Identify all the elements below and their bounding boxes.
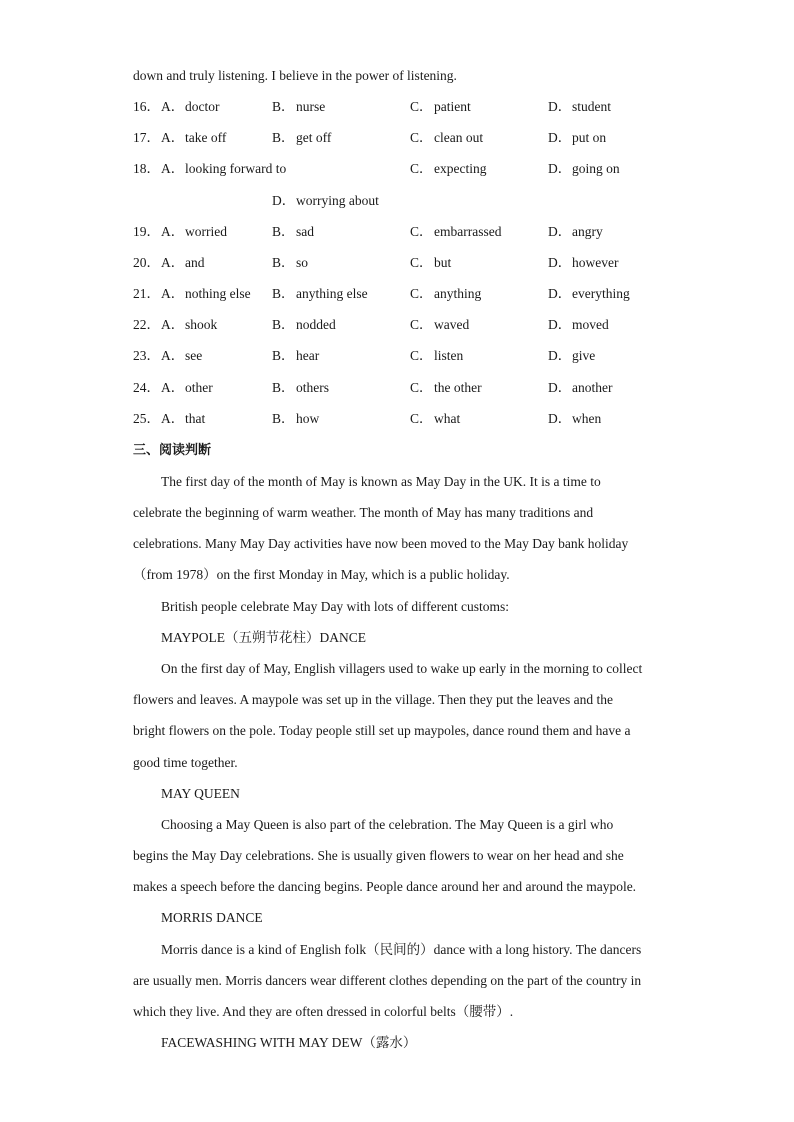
option-text: nothing else: [185, 286, 251, 301]
option-text: get off: [296, 130, 332, 145]
question-number: 20．: [133, 255, 160, 270]
question-number: 16．: [133, 99, 160, 114]
option-letter: B．: [272, 255, 295, 270]
option-b: [272, 223, 314, 241]
option-text: another: [572, 380, 613, 395]
question-row: [133, 98, 693, 116]
passage-p3-line-2: flowers and leaves. A maypole was set up in the village. Then they put the leaves and the: [133, 692, 613, 707]
option-d: [272, 192, 379, 210]
option-a: [161, 160, 286, 178]
passage-p3-line-4: good time together.: [133, 755, 238, 770]
question-number: 18．: [133, 161, 160, 176]
passage-p2: British people celebrate May Day with lots of different customs:: [161, 599, 510, 614]
question-row: [133, 223, 693, 241]
option-c: [410, 160, 486, 178]
passage-p4-line-2: begins the May Day celebrations. She is usually given flowers to wear on her head and she: [133, 848, 624, 863]
option-letter: A．: [161, 286, 185, 301]
option-text: others: [296, 380, 329, 395]
option-text: see: [185, 348, 203, 363]
option-letter: D．: [548, 317, 572, 332]
option-text: student: [572, 99, 611, 114]
option-letter: B．: [272, 411, 295, 426]
option-letter: A．: [161, 161, 185, 176]
option-text: looking forward to: [185, 161, 287, 176]
intro-line: down and truly listening. I believe in the power of listening.: [133, 68, 457, 83]
question-number: 22．: [133, 317, 160, 332]
option-letter: A．: [161, 130, 185, 145]
option-text: listen: [434, 348, 464, 363]
option-letter: C．: [410, 224, 433, 239]
option-text: shook: [185, 317, 218, 332]
passage-p3-line-3: bright flowers on the pole. Today people still set up maypoles, dance round them and have a: [133, 723, 631, 738]
option-letter: C．: [410, 255, 433, 270]
option-d: [548, 98, 611, 116]
passage-p1-line-3: celebrations. Many May Day activities have now been moved to the May Day bank holiday: [133, 536, 629, 551]
option-text: however: [572, 255, 619, 270]
option-text: but: [434, 255, 452, 270]
option-text: take off: [185, 130, 227, 145]
option-text: anything: [434, 286, 482, 301]
option-c: [410, 410, 460, 428]
question-number: 19．: [133, 224, 160, 239]
option-letter: D．: [548, 99, 572, 114]
passage-heading-maypole: MAYPOLE（五朔节花柱）DANCE: [161, 630, 367, 645]
option-a: [161, 98, 220, 116]
passage-p5-line-2: are usually men. Morris dancers wear different clothes depending on the part of the country in: [133, 973, 642, 988]
option-letter: A．: [161, 224, 185, 239]
option-letter: D．: [548, 130, 572, 145]
option-text: expecting: [434, 161, 487, 176]
passage-p1-line-1: The first day of the month of May is known as May Day in the UK. It is a time to: [161, 474, 601, 489]
passage-p4-line-1: Choosing a May Queen is also part of the celebration. The May Queen is a girl who: [161, 817, 614, 832]
option-b: [272, 379, 329, 397]
option-c: [410, 347, 463, 365]
option-c: [410, 285, 481, 303]
option-a: [161, 285, 251, 303]
option-letter: D．: [548, 255, 572, 270]
option-text: how: [296, 411, 320, 426]
option-letter: A．: [161, 255, 185, 270]
passage-p5-line-1: Morris dance is a kind of English folk（民间的）dance with a long history. The dancers: [161, 942, 642, 957]
option-b: [272, 316, 336, 334]
option-letter: C．: [410, 130, 433, 145]
option-text: angry: [572, 224, 603, 239]
option-d: [548, 379, 612, 397]
option-letter: A．: [161, 317, 185, 332]
option-text: worrying about: [296, 193, 379, 208]
option-c: [410, 254, 451, 272]
option-text: when: [572, 411, 602, 426]
option-letter: B．: [272, 380, 295, 395]
option-a: [161, 347, 202, 365]
option-letter: B．: [272, 348, 295, 363]
option-letter: D．: [548, 161, 572, 176]
option-text: anything else: [296, 286, 368, 301]
option-d: [548, 347, 595, 365]
option-c: [410, 98, 471, 116]
question-row: [133, 410, 693, 428]
option-text: other: [185, 380, 213, 395]
option-text: waved: [434, 317, 470, 332]
option-d: [548, 316, 609, 334]
option-text: nodded: [296, 317, 336, 332]
option-text: nurse: [296, 99, 326, 114]
option-letter: B．: [272, 130, 295, 145]
option-a: [161, 223, 227, 241]
option-a: [161, 379, 213, 397]
question-row: [133, 254, 693, 272]
option-text: doctor: [185, 99, 220, 114]
option-text: and: [185, 255, 205, 270]
passage-heading-facewashing: FACEWASHING WITH MAY DEW（露水）: [161, 1035, 417, 1050]
option-text: sad: [296, 224, 314, 239]
option-c: [410, 379, 482, 397]
option-c: [410, 129, 483, 147]
option-letter: A．: [161, 99, 185, 114]
option-text: hear: [296, 348, 320, 363]
question-row-continuation: [133, 192, 693, 210]
option-d: [548, 129, 606, 147]
question-number: 23．: [133, 348, 160, 363]
option-letter: D．: [548, 224, 572, 239]
option-text: clean out: [434, 130, 484, 145]
passage-p4-line-3: makes a speech before the dancing begins. People dance around her and around the maypole.: [133, 879, 637, 894]
option-text: that: [185, 411, 206, 426]
option-b: [272, 129, 331, 147]
option-letter: C．: [410, 380, 433, 395]
question-number: 24．: [133, 380, 160, 395]
option-text: everything: [572, 286, 630, 301]
option-d: [548, 410, 601, 428]
option-b: [272, 98, 325, 116]
option-text: what: [434, 411, 461, 426]
option-a: [161, 410, 205, 428]
option-a: [161, 129, 226, 147]
option-d: [548, 254, 618, 272]
option-letter: A．: [161, 411, 185, 426]
passage-p5-line-3: which they live. And they are often dressed in colorful belts（腰带）.: [133, 1004, 514, 1019]
question-row: [133, 347, 693, 365]
option-d: [548, 223, 603, 241]
section-heading: 三、阅读判断: [133, 443, 212, 458]
passage-heading-may-queen: MAY QUEEN: [161, 786, 240, 801]
option-letter: D．: [548, 286, 572, 301]
question-number: 25．: [133, 411, 160, 426]
option-b: [272, 254, 308, 272]
option-letter: B．: [272, 317, 295, 332]
option-letter: C．: [410, 286, 433, 301]
question-row: [133, 160, 693, 178]
option-text: the other: [434, 380, 482, 395]
question-row: [133, 316, 693, 334]
passage-p1-line-2: celebrate the beginning of warm weather. The month of May has many traditions and: [133, 505, 594, 520]
question-number: 17．: [133, 130, 160, 145]
question-row: [133, 285, 693, 303]
option-letter: D．: [548, 380, 572, 395]
question-row: [133, 129, 693, 147]
option-text: put on: [572, 130, 607, 145]
option-text: moved: [572, 317, 609, 332]
option-letter: C．: [410, 317, 433, 332]
option-letter: C．: [410, 161, 433, 176]
option-c: [410, 223, 501, 241]
option-letter: C．: [410, 411, 433, 426]
passage-p3-line-1: On the first day of May, English villagers used to wake up early in the morning to collect: [161, 661, 643, 676]
option-letter: B．: [272, 286, 295, 301]
option-text: going on: [572, 161, 620, 176]
question-row: [133, 379, 693, 397]
option-b: [272, 410, 319, 428]
option-text: patient: [434, 99, 471, 114]
option-b: [272, 347, 319, 365]
option-a: [161, 316, 217, 334]
question-number: 21．: [133, 286, 160, 301]
option-letter: D．: [272, 193, 296, 208]
option-letter: B．: [272, 99, 295, 114]
option-c: [410, 316, 469, 334]
option-text: embarrassed: [434, 224, 502, 239]
option-letter: C．: [410, 99, 433, 114]
option-b: [272, 285, 368, 303]
passage-p1-line-4: （from 1978）on the first Monday in May, which is a public holiday.: [133, 567, 510, 582]
option-a: [161, 254, 205, 272]
option-text: give: [572, 348, 596, 363]
option-text: worried: [185, 224, 227, 239]
option-d: [548, 160, 620, 178]
option-letter: D．: [548, 411, 572, 426]
option-letter: B．: [272, 224, 295, 239]
option-letter: C．: [410, 348, 433, 363]
passage-heading-morris-dance: MORRIS DANCE: [161, 910, 263, 925]
option-letter: D．: [548, 348, 572, 363]
option-text: so: [296, 255, 309, 270]
option-d: [548, 285, 630, 303]
option-letter: A．: [161, 348, 185, 363]
option-letter: A．: [161, 380, 185, 395]
